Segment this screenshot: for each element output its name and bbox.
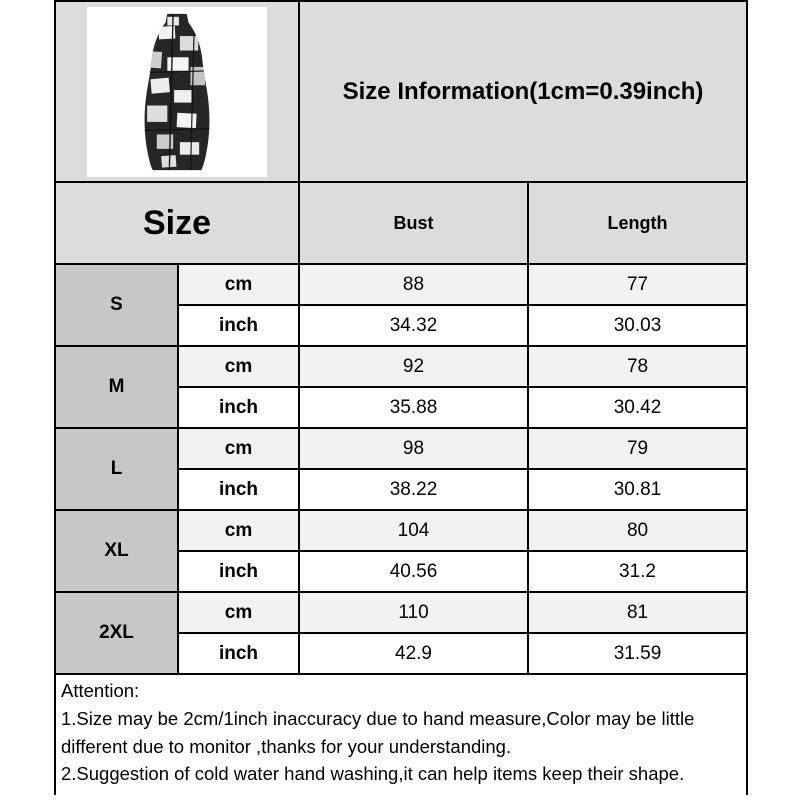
bust-value: 34.32	[299, 305, 528, 346]
length-value: 30.81	[528, 469, 747, 510]
size-label-m: M	[55, 346, 178, 428]
bust-value: 92	[299, 346, 528, 387]
size-label-l: L	[55, 428, 178, 510]
unit-label-inch: inch	[178, 551, 299, 592]
length-value: 80	[528, 510, 747, 551]
size-header: Size	[55, 182, 299, 264]
bust-value: 104	[299, 510, 528, 551]
bust-value: 40.56	[299, 551, 528, 592]
attention-section	[55, 674, 747, 795]
length-value: 31.59	[528, 633, 747, 674]
bust-value: 35.88	[299, 387, 528, 428]
length-value: 77	[528, 264, 747, 305]
length-value: 31.2	[528, 551, 747, 592]
product-photo-frame	[56, 2, 298, 181]
product-photo-cell	[55, 1, 299, 182]
unit-label-cm: cm	[178, 510, 299, 551]
unit-label-cm: cm	[178, 592, 299, 633]
bust-value: 98	[299, 428, 528, 469]
attention-heading: Attention:	[61, 680, 140, 701]
length-value: 79	[528, 428, 747, 469]
table-row	[55, 428, 747, 469]
bust-column-header: Bust	[299, 182, 528, 264]
unit-label-inch: inch	[178, 469, 299, 510]
table-row	[55, 592, 747, 633]
length-value: 30.42	[528, 387, 747, 428]
bust-value: 88	[299, 264, 528, 305]
table-row	[55, 510, 747, 551]
dress-image	[117, 11, 237, 173]
unit-label-cm: cm	[178, 346, 299, 387]
size-label-xl: XL	[55, 510, 178, 592]
attention-note-1: 1.Size may be 2cm/1inch inaccuracy due to hand measure,Color may be little different due to monitor ,thanks for your understanding.	[61, 707, 695, 757]
length-value: 30.03	[528, 305, 747, 346]
unit-label-inch: inch	[178, 305, 299, 346]
size-label-s: S	[55, 264, 178, 346]
length-value: 78	[528, 346, 747, 387]
unit-label-inch: inch	[178, 633, 299, 674]
bust-value: 110	[299, 592, 528, 633]
bust-value: 42.9	[299, 633, 528, 674]
bust-value: 38.22	[299, 469, 528, 510]
length-value: 81	[528, 592, 747, 633]
page-title: Size Information(1cm=0.39inch)	[299, 1, 747, 182]
header-row	[55, 1, 747, 182]
unit-label-cm: cm	[178, 428, 299, 469]
unit-label-cm: cm	[178, 264, 299, 305]
length-column-header: Length	[528, 182, 747, 264]
product-photo	[87, 7, 267, 177]
attention-note-2: 2.Suggestion of cold water hand washing,it can help items keep their shape.	[61, 763, 685, 785]
attention-row	[55, 674, 747, 795]
size-label-2xl: 2XL	[55, 592, 178, 674]
unit-label-inch: inch	[178, 387, 299, 428]
column-header-row	[55, 182, 747, 264]
table-row	[55, 346, 747, 387]
table-row	[55, 264, 747, 305]
size-information-table	[54, 0, 748, 795]
